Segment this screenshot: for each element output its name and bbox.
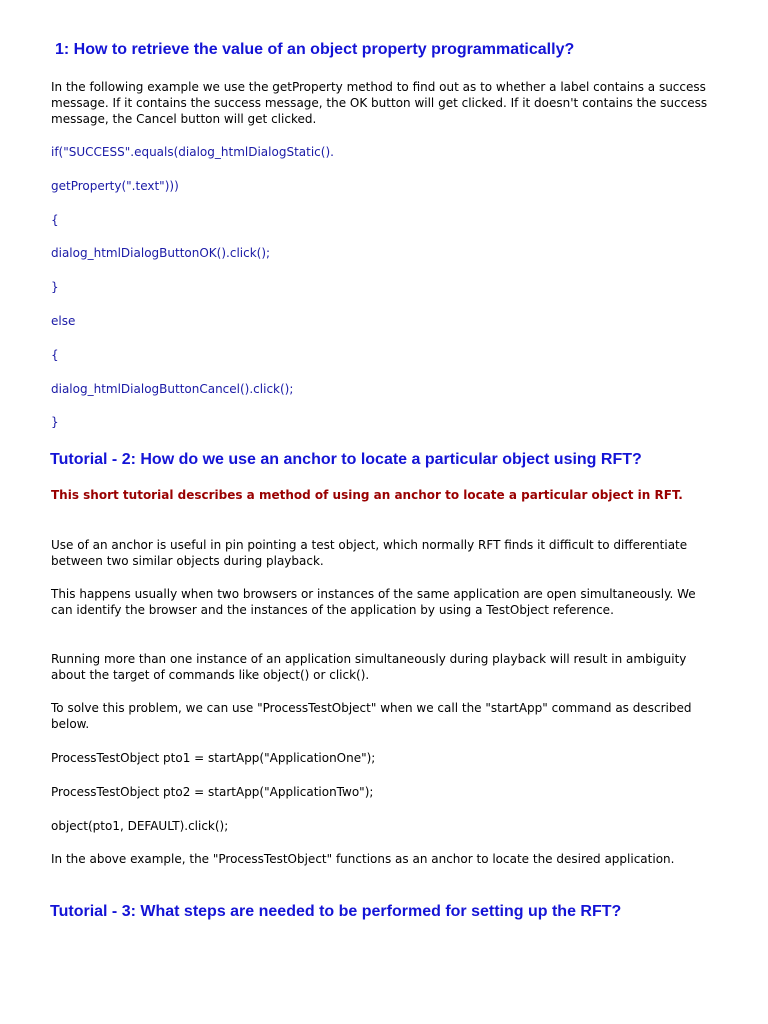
section-2-closing: In the above example, the "ProcessTestObject" functions as an anchor to locate the desired application. xyxy=(51,852,675,866)
code-line: dialog_htmlDialogButtonOK().click(); xyxy=(51,246,271,260)
code-line: { xyxy=(51,213,59,227)
section-2-paragraph: To solve this problem, we can use "ProcessTestObject" when we call the "startApp" command as described below. xyxy=(51,701,692,731)
code-line: { xyxy=(51,348,59,362)
section-2-summary: This short tutorial describes a method of using an anchor to locate a particular object in RFT. xyxy=(51,488,683,502)
section-2-paragraph: Use of an anchor is useful in pin pointing a test object, which normally RFT finds it difficult to differentiate between two similar objects during playback. xyxy=(51,538,688,568)
code-line: ProcessTestObject pto2 = startApp("ApplicationTwo"); xyxy=(51,785,374,799)
section-2-heading: Tutorial - 2: How do we use an anchor to locate a particular object using RFT? xyxy=(50,451,642,468)
code-line: object(pto1, DEFAULT).click(); xyxy=(51,819,229,833)
section-2-paragraph: Running more than one instance of an application simultaneously during playback will result in ambiguity about the target of commands like object() or click(). xyxy=(51,652,687,682)
code-line: getProperty(".text"))) xyxy=(51,179,179,193)
section-2-paragraph: This happens usually when two browsers or instances of the same application are open simultaneously. We can identify the browser and the instances of the application by using a TestObject reference. xyxy=(51,587,696,617)
section-1-intro: In the following example we use the getProperty method to find out as to whether a label contains a success message. If it contains the success message, the OK button will get clicked. If it doesn't contains the success message, the Cancel button will get clicked. xyxy=(51,80,708,126)
code-line: } xyxy=(51,415,59,429)
code-line: else xyxy=(51,314,76,328)
section-3-heading: Tutorial - 3: What steps are needed to be performed for setting up the RFT? xyxy=(50,903,622,920)
code-line: ProcessTestObject pto1 = startApp("ApplicationOne"); xyxy=(51,751,376,765)
code-line: dialog_htmlDialogButtonCancel().click(); xyxy=(51,382,294,396)
code-line: } xyxy=(51,280,59,294)
section-1-heading: 1: How to retrieve the value of an object property programmatically? xyxy=(55,41,575,58)
code-line: if("SUCCESS".equals(dialog_htmlDialogStatic(). xyxy=(51,145,334,159)
